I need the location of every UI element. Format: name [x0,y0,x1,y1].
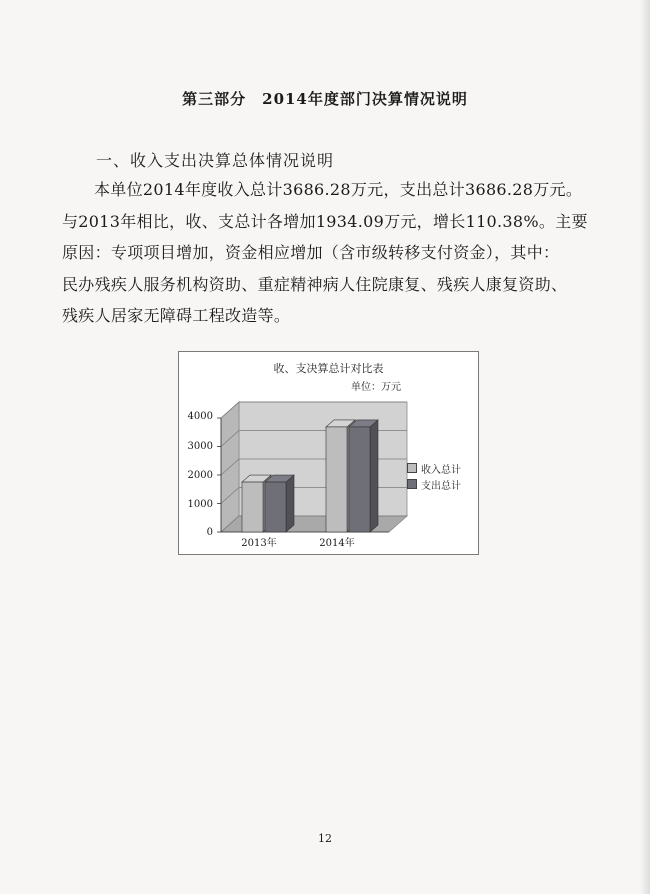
bar [349,427,370,532]
paragraph-line: 残疾人居家无障碍工程改造等。 [62,306,291,325]
legend-swatch [407,479,417,489]
chart-legend [407,460,461,492]
paragraph-line: 与2013年相比，收、支总计各增加1934.09万元，增长110.38%。主要 [62,211,588,231]
legend-item-expense [407,476,461,492]
bar-side [370,420,378,532]
body-paragraph [62,174,588,332]
legend-item-income [407,460,461,476]
bar [265,482,286,532]
bar-chart [178,351,479,555]
legend-label: 收入总计 [421,464,461,476]
scan-edge-shadow [640,0,650,894]
chart-unit: 单位：万元 [351,382,401,393]
y-tick-label: 2000 [187,470,213,481]
chart-canvas [179,352,478,554]
bar [326,427,347,532]
page-title: 第三部分 2014年度部门决算情况说明 [182,90,468,108]
chart-title: 收、支决算总计对比表 [273,362,384,375]
y-tick-label: 3000 [187,441,213,452]
y-tick-label: 4000 [187,411,213,422]
paragraph-line: 本单位2014年度收入总计3686.28万元，支出总计3686.28万元。 [94,180,583,199]
x-category-label: 2013年 [241,538,277,549]
legend-swatch [407,463,417,473]
page-number: 12 [318,832,332,845]
y-tick-label: 1000 [187,499,213,510]
paragraph-line: 民办残疾人服务机构资助、重症精神病人住院康复、残疾人康复资助、 [62,274,568,294]
legend-label: 支出总计 [421,480,461,492]
paragraph-line: 原因：专项项目增加，资金相应增加（含市级转移支付资金），其中： [62,243,560,262]
x-category-label: 2014年 [319,538,355,549]
section-heading: 一、收入支出决算总体情况说明 [96,151,335,170]
y-tick-label: 0 [206,527,213,538]
bar [242,482,263,532]
bar-side [286,475,294,532]
